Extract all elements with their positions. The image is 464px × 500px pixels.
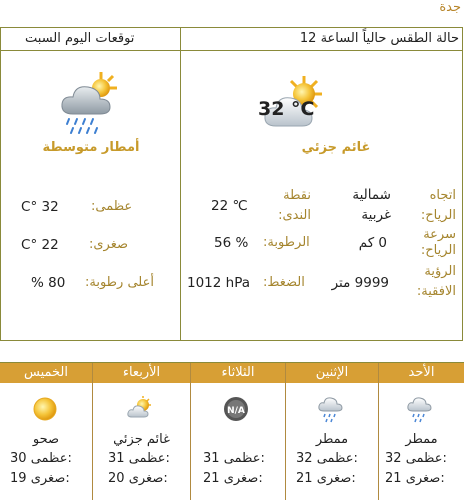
wind-direction-value-line1: شمالية xyxy=(352,187,391,203)
dew-point-label-line2: الندى: xyxy=(278,208,311,223)
today-header: توقعات اليوم السبت xyxy=(25,31,135,46)
wind-direction-value-line2: غربية xyxy=(361,207,391,223)
visibility-label-line2: الافقية: xyxy=(416,284,456,299)
forecast-day-sunday: الأحد xyxy=(408,365,435,380)
forecast-min-value: 21 xyxy=(385,471,402,486)
today-min-label: صغرى: xyxy=(89,237,129,252)
forecast-separator xyxy=(190,363,191,500)
forecast-day-monday: الإثنين xyxy=(315,365,349,380)
forecast-day-thursday: الخميس xyxy=(24,365,68,380)
partly-cloudy-sun-icon xyxy=(125,395,153,427)
forecast-min-label: صغرى: xyxy=(30,471,70,486)
dew-point-label-line1: نقطة xyxy=(283,188,311,203)
today-condition: أمطار متوسطة xyxy=(42,140,140,155)
wind-speed-label xyxy=(396,227,456,258)
forecast-min xyxy=(108,471,168,486)
dew-point-value: 22 ℃ xyxy=(211,198,248,214)
forecast-min xyxy=(385,471,445,486)
wind-direction-label-line2: الرياح: xyxy=(420,208,456,223)
forecast-max-value: 31 xyxy=(108,451,125,466)
today-humidity-value: 80 % xyxy=(31,275,66,291)
forecast-max xyxy=(203,451,265,466)
panel-header xyxy=(1,28,462,51)
forecast-max xyxy=(108,451,170,466)
visibility-value: 9999 متر xyxy=(331,275,389,291)
wind-direction-label-line1: اتجاه xyxy=(429,188,456,203)
forecast-day-tuesday: الثلاثاء xyxy=(221,365,255,380)
forecast-condition: صحو xyxy=(32,432,60,447)
forecast-min-label: صغرى: xyxy=(223,471,263,486)
wind-direction-label xyxy=(396,188,456,223)
forecast-max-value: 32 xyxy=(385,451,402,466)
forecast-min-label: صغرى: xyxy=(316,471,356,486)
wind-speed-value: 0 كم xyxy=(358,235,387,251)
forecast-max xyxy=(385,451,447,466)
pressure-value: 1012 hPa xyxy=(187,275,251,291)
visibility-label xyxy=(396,264,456,299)
current-weather-panel xyxy=(0,27,463,341)
today-max-label: عظمى: xyxy=(91,199,133,214)
forecast-condition: غائم جزئي xyxy=(113,432,170,447)
forecast-max-label: عظمى: xyxy=(405,451,447,466)
forecast-max-label: عظمى: xyxy=(128,451,170,466)
forecast-max-value: 32 xyxy=(296,451,313,466)
today-humidity-label: أعلى رطوبة: xyxy=(85,275,154,290)
forecast-max-label: عظمى: xyxy=(316,451,358,466)
forecast-max-value: 31 xyxy=(203,451,220,466)
rain-cloud-icon xyxy=(405,393,435,427)
current-header: حالة الطقس حالياً الساعة 12 xyxy=(299,31,459,46)
humidity-value: 56 % xyxy=(214,235,249,251)
forecast-min xyxy=(203,471,263,486)
humidity-label: الرطوبة: xyxy=(263,235,310,250)
not-available-icon xyxy=(222,395,250,427)
forecast-max-label: عظمى: xyxy=(30,451,72,466)
forecast-min xyxy=(10,471,70,486)
rain-cloud-icon xyxy=(316,393,346,427)
forecast-max-label: عظمى: xyxy=(223,451,265,466)
forecast-min-value: 21 xyxy=(296,471,313,486)
wind-speed-label-line1: سرعة xyxy=(423,227,456,242)
forecast-max-value: 30 xyxy=(10,451,27,466)
pressure-label: الضغط: xyxy=(263,275,305,290)
visibility-label-line1: الرؤية xyxy=(424,264,456,279)
forecast-condition: ممطر xyxy=(315,432,349,447)
forecast-table xyxy=(0,362,464,500)
forecast-max xyxy=(296,451,358,466)
rain-cloud-icon xyxy=(55,70,125,142)
forecast-min-label: صغرى: xyxy=(405,471,445,486)
svg-text:N/A: N/A xyxy=(227,406,245,416)
forecast-min-value: 21 xyxy=(203,471,220,486)
today-min-value: 22 °C xyxy=(21,237,59,253)
city-name: جدة xyxy=(439,0,461,15)
wind-direction-value xyxy=(331,188,391,223)
wind-speed-label-line2: الرياح: xyxy=(420,243,456,258)
dew-point-label xyxy=(263,188,311,223)
sun-icon xyxy=(31,395,59,427)
forecast-day-wednesday: الأربعاء xyxy=(122,365,161,380)
current-condition: غائم جزئي xyxy=(301,140,371,155)
current-temperature: 32 °C xyxy=(258,98,315,120)
header-divider xyxy=(180,28,181,50)
forecast-min xyxy=(296,471,356,486)
forecast-max xyxy=(10,451,72,466)
forecast-condition: ممطر xyxy=(405,432,438,447)
forecast-min-label: صغرى: xyxy=(128,471,168,486)
today-max-value: 32 °C xyxy=(21,199,59,215)
forecast-min-value: 20 xyxy=(108,471,125,486)
forecast-min-value: 19 xyxy=(10,471,27,486)
panel-divider xyxy=(180,50,181,340)
